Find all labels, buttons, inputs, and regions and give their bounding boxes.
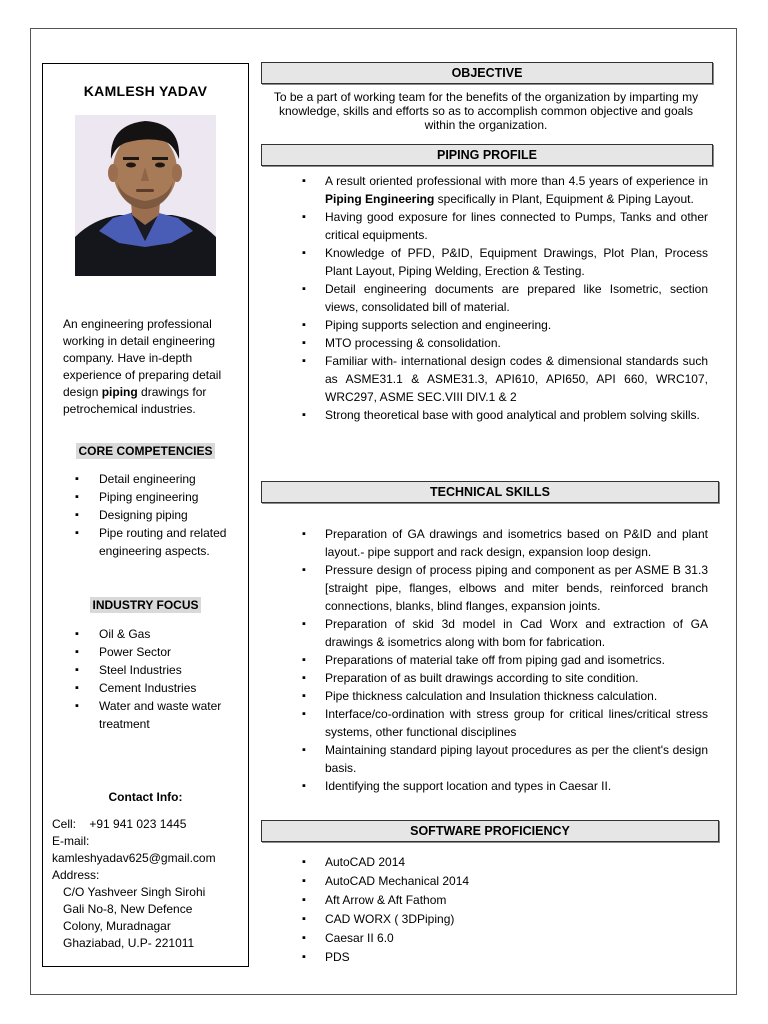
list-item: ▪ Familiar with- international design codes & dimensional standards such as ASME31.1 & ASME31.3, API610, API650, API 660, WRC107, WRC297, ASME SEC.VIII DIV.1 & 2 — [302, 352, 708, 406]
list-item: ▪ Knowledge of PFD, P&ID, Equipment Drawings, Plot Plan, Process Plant Layout, Piping Welding, Erection & Testing. — [302, 244, 708, 280]
candidate-name: KAMLESH YADAV — [83, 83, 208, 99]
list-item: ▪ Preparation of skid 3d model in Cad Worx and extraction of GA drawings & isometrics along with bom for fabrication. — [302, 615, 708, 651]
industry-focus-list — [75, 625, 245, 733]
software-proficiency-heading: SOFTWARE PROFICIENCY — [261, 820, 719, 842]
list-item: ▪ Interface/co-ordination with stress group for critical lines/critical stress systems, other functional disciplines — [302, 705, 708, 741]
core-competencies-list — [75, 470, 245, 560]
list-item: ▪ Caesar II 6.0 — [302, 929, 708, 948]
list-item: ▪ Preparation of GA drawings and isometrics based on P&ID and plant layout.- pipe support and rack design, expansion loop design. — [302, 525, 708, 561]
address-line: Gali No-8, New Defence — [63, 902, 193, 916]
list-item: ▪ Preparation of as built drawings according to site condition. — [302, 669, 708, 687]
technical-skills-heading: TECHNICAL SKILLS — [261, 481, 719, 503]
contact-email[interactable]: kamleshyadav625@gmail.com — [52, 851, 216, 865]
core-competencies-heading — [43, 444, 248, 458]
address-line: C/O Yashveer Singh Sirohi — [63, 885, 206, 899]
list-item — [302, 172, 708, 208]
list-item: ▪ Aft Arrow & Aft Fathom — [302, 891, 708, 910]
sidebar — [42, 63, 249, 967]
list-item: ▪ Oil & Gas — [75, 625, 245, 643]
list-item: ▪ Water and waste water treatment — [75, 697, 245, 733]
list-item: ▪ Strong theoretical base with good analytical and problem solving skills. — [302, 406, 708, 424]
list-item: ▪ Detail engineering — [75, 470, 245, 488]
objective-heading: OBJECTIVE — [261, 62, 713, 84]
industry-focus-heading — [43, 598, 248, 612]
core-competencies-title: CORE COMPETENCIES — [78, 444, 213, 458]
list-item: ▪ Preparations of material take off from piping gad and isometrics. — [302, 651, 708, 669]
piping-first-text-end: specifically in Plant, Equipment & Piping Layout. — [434, 192, 694, 206]
piping-profile-heading: PIPING PROFILE — [261, 144, 713, 166]
profile-photo — [75, 115, 216, 276]
list-item: ▪ CAD WORX ( 3DPiping) — [302, 910, 708, 929]
profile-photo-image — [75, 115, 216, 276]
list-item: ▪ MTO processing & consolidation. — [302, 334, 708, 352]
list-item: ▪ Piping supports selection and engineering. — [302, 316, 708, 334]
contact-address-label: Address: — [52, 868, 100, 882]
technical-skills-list — [302, 525, 708, 795]
contact-cell: Cell: +91 941 023 1445 — [52, 817, 187, 831]
industry-focus-title: INDUSTRY FOCUS — [92, 598, 199, 612]
list-item: ▪ AutoCAD 2014 — [302, 853, 708, 872]
contact-heading: Contact Info: — [108, 790, 183, 804]
contact-email-label: E-mail: — [52, 834, 90, 848]
list-item: ▪ Steel Industries — [75, 661, 245, 679]
summary-highlight: piping — [101, 385, 138, 399]
list-item: ▪ PDS — [302, 948, 708, 967]
summary-text-end: drawings for petrochemical industries. — [63, 385, 207, 416]
list-item: ▪ Detail engineering documents are prepared like Isometric, section views, consolidated bill of material. — [302, 280, 708, 316]
address-line: Colony, Muradnagar — [63, 919, 171, 933]
contact-info — [52, 816, 247, 952]
list-item: ▪ Power Sector — [75, 643, 245, 661]
list-item: ▪ Having good exposure for lines connected to Pumps, Tanks and other critical equipments. — [302, 208, 708, 244]
list-item: ▪ Maintaining standard piping layout procedures as per the client's design basis. — [302, 741, 708, 777]
list-item: ▪ Designing piping — [75, 506, 245, 524]
software-proficiency-list — [302, 853, 708, 967]
address-line: Ghaziabad, U.P- 221011 — [63, 936, 195, 950]
piping-profile-list — [302, 172, 708, 424]
list-item: ▪ Pipe thickness calculation and Insulation thickness calculation. — [302, 687, 708, 705]
list-item: ▪ Pressure design of process piping and component as per ASME B 31.3 [straight pipe, flanges, elbows and miter bends, reinforced branch connections, blanks, blind flanges, expansion joints. — [302, 561, 708, 615]
piping-first-highlight: Piping Engineering — [325, 192, 435, 206]
list-item: ▪ Pipe routing and related engineering aspects. — [75, 524, 245, 560]
list-item: ▪ Piping engineering — [75, 488, 245, 506]
list-item: ▪ Cement Industries — [75, 679, 245, 697]
objective-text: To be a part of working team for the benefits of the organization by imparting my knowledge, skills and efforts so as to accomplish common objective and goals within the organization. — [273, 90, 699, 132]
profile-summary — [63, 316, 241, 418]
list-item: ▪ AutoCAD Mechanical 2014 — [302, 872, 708, 891]
piping-first-text: A result oriented professional with more than 4.5 years of experience in — [325, 174, 708, 188]
summary-text: An engineering professional working in detail engineering company. Have in-depth experience of preparing detail design — [63, 317, 222, 399]
list-item: ▪ Identifying the support location and types in Caesar II. — [302, 777, 708, 795]
